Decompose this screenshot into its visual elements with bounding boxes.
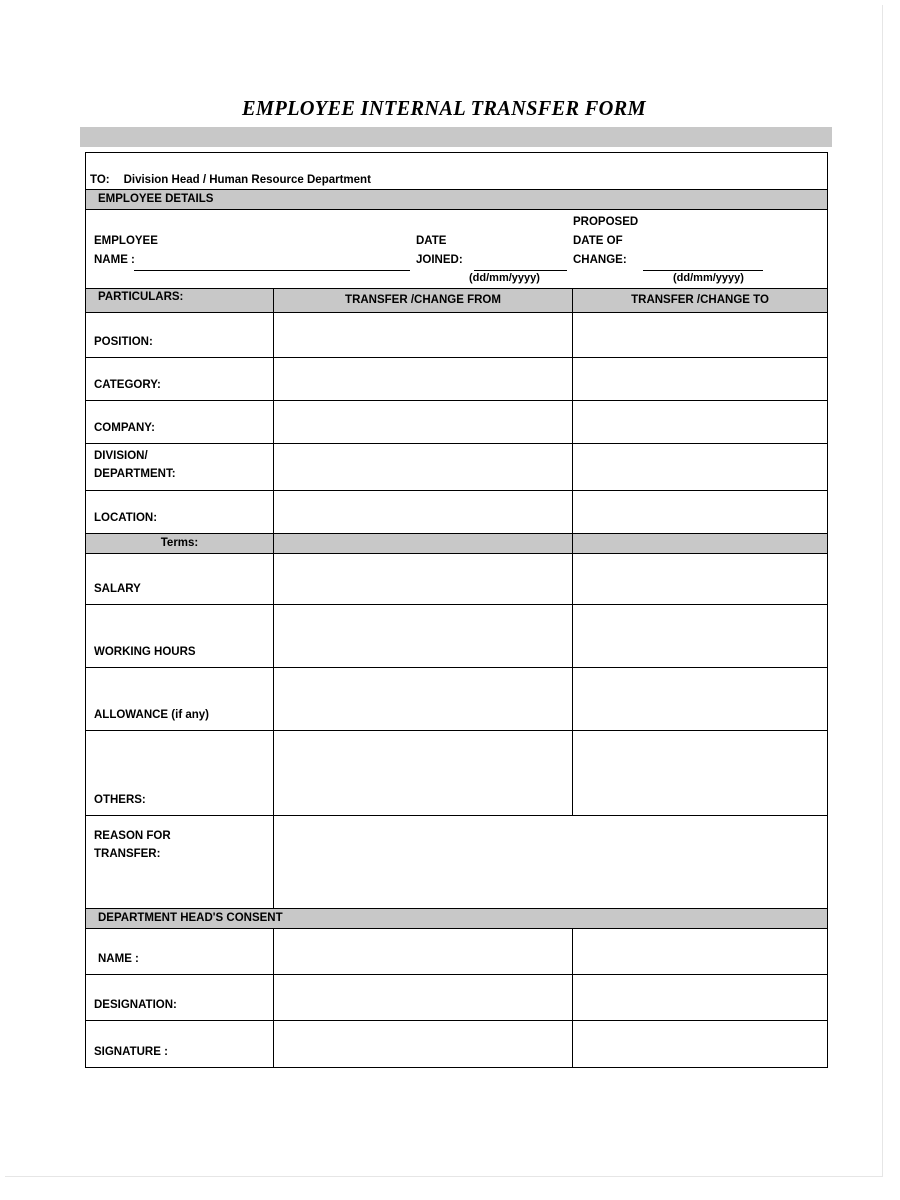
row-label-position: POSITION: — [86, 312, 274, 357]
row-label-company: COMPANY: — [86, 400, 274, 443]
table-row — [86, 667, 828, 730]
row-label-reason-for-transfer: REASON FOR TRANSFER: — [86, 815, 274, 908]
addressee-row — [86, 153, 828, 190]
cell-consent-signature-b[interactable] — [573, 1020, 828, 1067]
date-joined-format-hint: (dd/mm/yyyy) — [469, 272, 540, 284]
title-underbar — [80, 127, 832, 147]
page-title: EMPLOYEE INTERNAL TRANSFER FORM — [242, 96, 646, 120]
cell-position-from[interactable] — [274, 312, 573, 357]
proposed-date-format-hint: (dd/mm/yyyy) — [673, 272, 744, 284]
cell-allowance-from[interactable] — [274, 667, 573, 730]
cell-consent-signature-a[interactable] — [274, 1020, 573, 1067]
table-row — [86, 357, 828, 400]
cell-consent-name-a[interactable] — [274, 928, 573, 974]
employee-details-band — [86, 190, 828, 210]
table-row — [86, 974, 828, 1020]
employee-details-label: EMPLOYEE DETAILS — [98, 193, 214, 206]
date-joined-label: DATE JOINED: — [416, 235, 463, 266]
cell-consent-designation-b[interactable] — [573, 974, 828, 1020]
proposed-date-of-change-input[interactable] — [643, 270, 763, 271]
consent-band-label: DEPARTMENT HEAD'S CONSENT — [98, 911, 283, 924]
row-label-salary: SALARY — [86, 553, 274, 604]
row-label-others: OTHERS: — [86, 730, 274, 815]
header-particulars: PARTICULARS: — [86, 289, 274, 313]
terms-band-to — [573, 533, 828, 553]
row-label-allowance: ALLOWANCE (if any) — [86, 667, 274, 730]
table-row — [86, 928, 828, 974]
consent-band-row — [86, 908, 828, 928]
table-row — [86, 1020, 828, 1067]
table-row — [86, 400, 828, 443]
table-row — [86, 490, 828, 533]
employee-name-label: EMPLOYEE NAME : — [94, 235, 158, 266]
row-label-consent-signature: SIGNATURE : — [86, 1020, 274, 1067]
reason-for-transfer-row — [86, 815, 828, 908]
employee-details-row — [86, 210, 828, 289]
cell-reason-for-transfer[interactable] — [274, 815, 828, 908]
table-header-row — [86, 289, 828, 313]
table-row — [86, 730, 828, 815]
cell-position-to[interactable] — [573, 312, 828, 357]
cell-consent-name-b[interactable] — [573, 928, 828, 974]
document-page — [5, 5, 883, 1177]
cell-location-to[interactable] — [573, 490, 828, 533]
date-joined-input[interactable] — [474, 270, 567, 271]
cell-company-to[interactable] — [573, 400, 828, 443]
table-row — [86, 604, 828, 667]
header-transfer-from: TRANSFER /CHANGE FROM — [274, 289, 573, 313]
addressee-cell — [86, 153, 828, 190]
row-label-category: CATEGORY: — [86, 357, 274, 400]
row-label-location: LOCATION: — [86, 490, 274, 533]
header-transfer-to: TRANSFER /CHANGE TO — [573, 289, 828, 313]
terms-band-label: Terms: — [86, 533, 274, 553]
terms-band-from — [274, 533, 573, 553]
cell-salary-from[interactable] — [274, 553, 573, 604]
cell-consent-designation-a[interactable] — [274, 974, 573, 1020]
employee-transfer-form-table — [85, 152, 828, 1068]
cell-allowance-to[interactable] — [573, 667, 828, 730]
terms-band-row — [86, 533, 828, 553]
addressee-label: TO: — [90, 174, 110, 186]
cell-others-to[interactable] — [573, 730, 828, 815]
table-row — [86, 553, 828, 604]
cell-location-from[interactable] — [274, 490, 573, 533]
cell-salary-to[interactable] — [573, 553, 828, 604]
employee-details-band-row — [86, 190, 828, 210]
cell-category-to[interactable] — [573, 357, 828, 400]
addressee-value: Division Head / Human Resource Department — [123, 174, 371, 186]
consent-band — [86, 908, 828, 928]
row-label-consent-name: NAME : — [86, 928, 274, 974]
table-row — [86, 443, 828, 490]
cell-company-from[interactable] — [274, 400, 573, 443]
row-label-division-department: DIVISION/ DEPARTMENT: — [86, 443, 274, 490]
cell-working-hours-from[interactable] — [274, 604, 573, 667]
cell-category-from[interactable] — [274, 357, 573, 400]
employee-name-input[interactable] — [134, 270, 410, 271]
cell-division-from[interactable] — [274, 443, 573, 490]
row-label-working-hours: WORKING HOURS — [86, 604, 274, 667]
table-row — [86, 312, 828, 357]
cell-division-to[interactable] — [573, 443, 828, 490]
proposed-date-of-change-label: PROPOSED DATE OF CHANGE: — [573, 216, 639, 266]
cell-others-from[interactable] — [274, 730, 573, 815]
row-label-consent-designation: DESIGNATION: — [86, 974, 274, 1020]
cell-working-hours-to[interactable] — [573, 604, 828, 667]
employee-details-cell — [86, 210, 828, 289]
